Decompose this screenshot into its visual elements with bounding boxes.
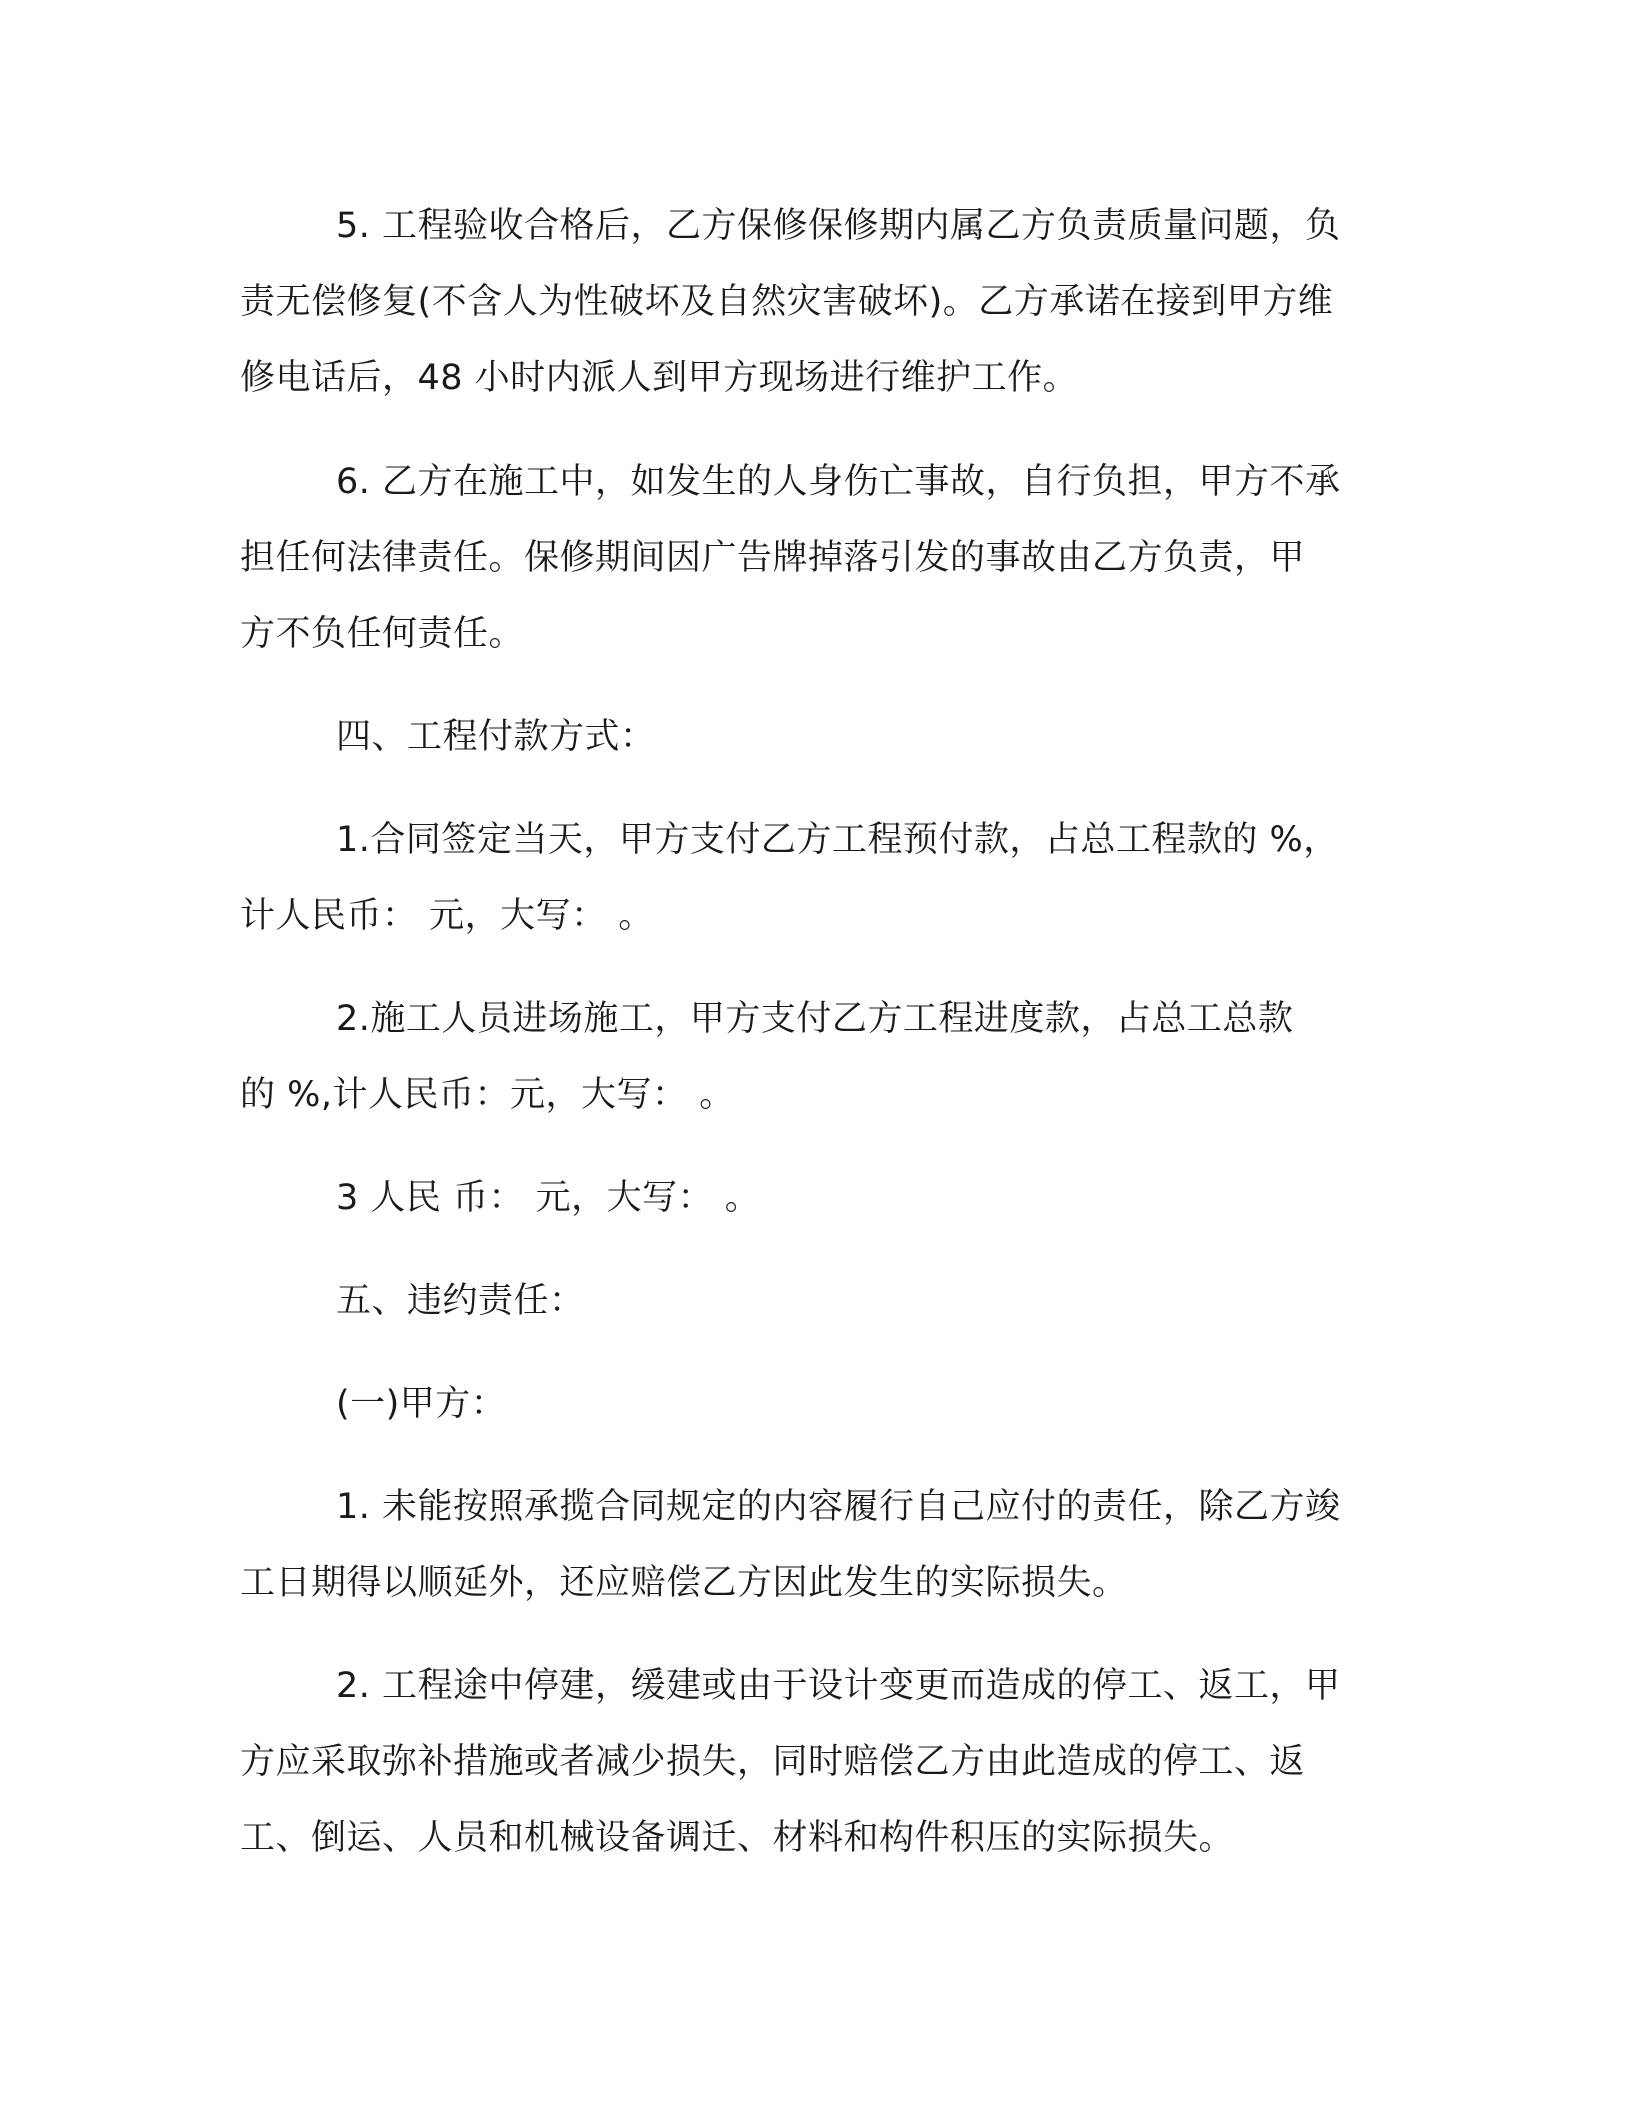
document-page: [240, 188, 1380, 1876]
clause-4-2: [240, 981, 1380, 1133]
section-5-party-a: [240, 1366, 1380, 1442]
clause-4-3: [240, 1160, 1380, 1236]
clause-4-1: [240, 802, 1380, 954]
text-line: 方应采取弥补措施或者减少损失，同时赔偿乙方由此造成的停工、返: [240, 1742, 1306, 1782]
section-4-heading: [240, 699, 1380, 775]
text-line: 工日期得以顺延外，还应赔偿乙方因此发生的实际损失。: [240, 1563, 1128, 1603]
text-line: 修电话后，48 小时内派人到甲方现场进行维护工作。: [240, 358, 1079, 398]
text-line: 3 人民 币： 元，大写： 。: [336, 1178, 761, 1218]
clause-5-1: [240, 1469, 1380, 1621]
clause-3-6: [240, 444, 1380, 672]
text-line: 2.施工人员进场施工，甲方支付乙方工程进度款，占总工总款: [336, 999, 1294, 1039]
section-heading: 四、工程付款方式：: [336, 717, 656, 757]
text-line: 责无偿修复(不含人为性破坏及自然灾害破坏)。乙方承诺在接到甲方维: [240, 282, 1334, 322]
text-line: 1.合同签定当天，甲方支付乙方工程预付款，占总工程款的 %，: [336, 820, 1339, 860]
subsection-heading: (一)甲方：: [336, 1384, 507, 1424]
clause-5-2: [240, 1648, 1380, 1876]
section-heading: 五、违约责任：: [336, 1281, 585, 1321]
text-line: 工、倒运、人员和机械设备调迁、材料和构件积压的实际损失。: [240, 1818, 1235, 1858]
text-line: 计人民币： 元，大写： 。: [240, 896, 654, 936]
text-line: 5. 工程验收合格后，乙方保修保修期内属乙方负责质量问题，负: [336, 206, 1341, 246]
text-line: 方不负任何责任。: [240, 614, 525, 654]
text-line: 担任何法律责任。保修期间因广告牌掉落引发的事故由乙方负责，甲: [240, 538, 1306, 578]
section-5-heading: [240, 1263, 1380, 1339]
clause-3-5: [240, 188, 1380, 416]
text-line: 6. 乙方在施工中，如发生的人身伤亡事故，自行负担，甲方不承: [336, 462, 1341, 502]
text-line: 2. 工程途中停建，缓建或由于设计变更而造成的停工、返工，甲: [336, 1666, 1341, 1706]
text-line: 的 %,计人民币：元，大写： 。: [240, 1075, 735, 1115]
text-line: 1. 未能按照承揽合同规定的内容履行自己应付的责任，除乙方竣: [336, 1487, 1341, 1527]
